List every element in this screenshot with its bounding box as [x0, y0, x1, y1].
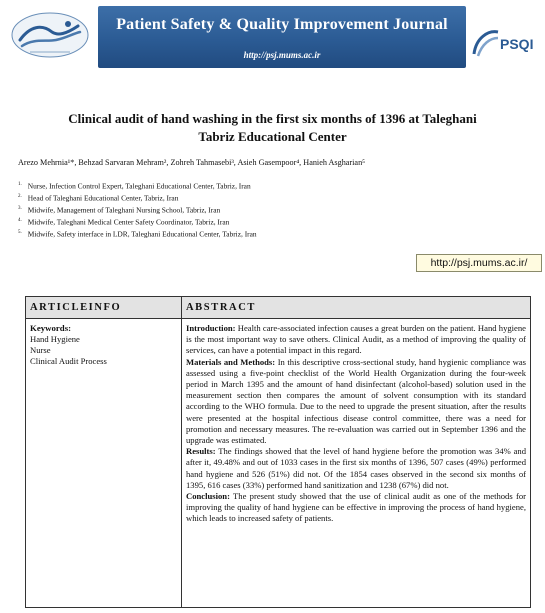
psqi-logo-text: PSQI — [500, 36, 534, 52]
abstract-results — [186, 446, 526, 491]
keywords-section — [30, 323, 178, 367]
introduction-label: Introduction: — [186, 323, 236, 333]
affiliation-number: 1. — [18, 182, 22, 187]
psqi-logo — [470, 26, 540, 60]
article-info-table — [25, 296, 531, 608]
affiliation-item — [18, 216, 418, 228]
abstract-body — [186, 323, 526, 525]
affiliation-item — [18, 228, 418, 240]
results-label: Results: — [186, 446, 216, 457]
affiliation-item — [18, 180, 418, 192]
methods-text: In this descriptive cross-sectional study, hand hygienic compliance was assessed using a five-point checklist of the World Health Organization during the four-week period in March 1395 and the amount of hand disinfectant (alcohol-based) solution used in the measurement section then compares the amount of solvent consumption with its standard according to the WHO formula. Due to the need to upgrade the present situation, after the results were presented at the hospital infectious disease control committee, there was a need for promotion and necessary measures. The re-evaluation was carried out in September 1396 and the upgrade was estimated. — [186, 356, 526, 446]
affiliation-text: Midwife, Taleghani Medical Center Safety Coordinator, Tabriz, Iran — [27, 217, 230, 227]
affiliation-list — [18, 180, 418, 240]
abstract-conclusion — [186, 491, 526, 525]
conclusion-label: Conclusion: — [186, 491, 230, 502]
affiliation-number: 2. — [18, 193, 22, 199]
article-info-header: ARTICLEINFO — [30, 302, 122, 313]
paper-title-line-2: Tabriz Educational Center — [198, 129, 347, 144]
keyword-item: Nurse — [30, 345, 51, 355]
affiliation-item — [18, 204, 418, 216]
keyword-item: Hand Hygiene — [30, 334, 80, 344]
keyword-item: Clinical Audit Process — [30, 356, 107, 366]
affiliation-number: 3. — [18, 205, 22, 211]
methods-label: Materials and Methods: — [186, 356, 276, 367]
author-list: Arezo Mehrnia¹*, Behzad Sarvaran Mehram², Zohreh Tahmasebi³, Asieh Gasempoor⁴, Hanieh Asgharian⁵ — [18, 158, 366, 167]
affiliation-item — [18, 192, 418, 204]
results-text: The findings showed that the level of hand hygiene before the promotion was 34% and after it, 49.48% and out of 1033 cases in the first six months of 1396, 507 cases (49%) performed hand hygiene and 526 (51%) did not. Of the 1854 cases observed in the second six months of 1395, 616 cases (33%) performed hand sanitization and 1238 (67%) did not. — [186, 446, 526, 490]
table-header — [26, 297, 530, 319]
affiliation-text: Head of Taleghani Educational Center, Tabriz, Iran — [27, 193, 179, 203]
affiliation-number: 5. — [18, 229, 22, 235]
paper-title — [20, 110, 525, 146]
journal-url-link[interactable]: http://psj.mums.ac.ir/ — [416, 254, 542, 272]
affiliation-text: Midwife, Safety interface in LDR, Taleghani Educational Center, Tabriz, Iran — [27, 229, 257, 239]
column-divider — [181, 297, 182, 607]
abstract-methods — [186, 357, 526, 447]
journal-url[interactable]: http://psj.mums.ac.ir — [243, 50, 321, 60]
paper-title-line-1: Clinical audit of hand washing in the first six months of 1396 at Taleghani — [68, 111, 477, 126]
journal-hands-logo-icon — [8, 8, 92, 62]
conclusion-text: The present study showed that the use of clinical audit as one of the methods for improving the quality of hand hygiene can be effective in improving the process of hand hygiene, which leads to increased safety of patients. — [186, 491, 526, 524]
affiliation-number: 4. — [18, 217, 22, 223]
keywords-label: Keywords: — [30, 323, 72, 333]
journal-title: Patient Safety & Quality Improvement Journal — [116, 16, 448, 33]
journal-banner — [0, 0, 545, 72]
affiliation-text: Midwife, Management of Taleghani Nursing School, Tabriz, Iran — [27, 205, 221, 215]
introduction-text: Health care-associated infection causes a great burden on the patient. Hand hygiene is the most important way to save others. Clinical Audit, as a method of improving the quality of services, can have a potential impact in this regard. — [186, 323, 526, 356]
abstract-introduction — [186, 323, 526, 357]
abstract-header: ABSTRACT — [186, 302, 256, 313]
journal-title-bar — [98, 6, 466, 68]
affiliation-text: Nurse, Infection Control Expert, Taleghani Educational Center, Tabriz, Iran — [27, 181, 251, 191]
psqi-swirl-icon — [470, 26, 500, 60]
